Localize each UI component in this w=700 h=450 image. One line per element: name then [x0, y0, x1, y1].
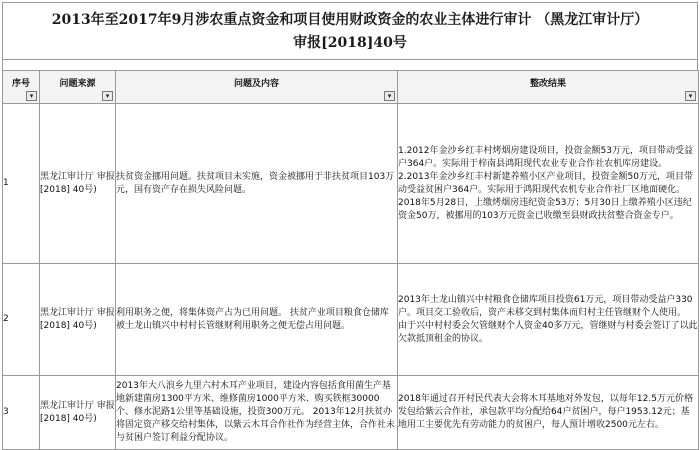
seq-cell[interactable]: 2	[3, 264, 40, 376]
source-cell[interactable]: 黑龙江审计厅 审报[2018] 40号)	[40, 104, 116, 264]
col-header-seq	[3, 71, 40, 104]
seq-cell[interactable]: 3	[3, 376, 40, 450]
result-cell[interactable]: 1.2012年金沙乡红丰村烤烟房建设项目，投资金额53万元，项目带动受益户364户。实际用于梓南县鸿阳现代农业专业合作社农机库房建设。 2.2013年金沙乡红丰村新建养殖小区产业项目，投资金额50万元，项目带动受益贫困户364户。实际用于鸿阳现代农机专业合作社厂区地面硬化。 2018年5月28日，上缴烤烟房违纪资金53万；5月30日上缴养殖小区违纪资金50万，被挪用的103万元资金已收缴至县财政扶贫整合资金专户。	[398, 104, 699, 264]
filter-dropdown-icon[interactable]: ▾	[102, 91, 113, 101]
col-header-label: 整改结果	[529, 78, 566, 89]
spacer-row	[2, 60, 698, 70]
col-header-result	[398, 71, 699, 104]
issue-cell[interactable]: 利用职务之便，将集体资产占为已用问题。 扶贫产业项目粮食仓储库被土龙山镇兴中村村长管继财利用职务之便无偿占用问题。	[116, 264, 398, 376]
filter-dropdown-icon[interactable]: ▾	[26, 91, 37, 101]
source-cell[interactable]: 黑龙江审计厅 审报[2018] 40号)	[40, 376, 116, 450]
issue-cell[interactable]: 2013年大八浪乡九里六村木耳产业项目，建设内容包括食用菌生产基地新建菌房1300平方米、维修菌房1000平方米、购买铁框30000个、修水泥路1公里等基础设施，投资300万元。 2013年12月扶贫办将固定资产移交给村集体，以紫云木耳合作社作为经营主体，合作社未与贫困户签订利益分配协议。	[116, 376, 398, 450]
source-cell[interactable]: 黑龙江审计厅 审报[2018] 40号)	[40, 264, 116, 376]
filter-dropdown-icon[interactable]: ▾	[384, 91, 395, 101]
col-header-source	[40, 71, 116, 104]
col-header-label: 问题及内容	[233, 78, 279, 89]
result-cell[interactable]: 2018年通过召开村民代表大会将木耳基地对外发包，以每年12.5万元价格发包给紫云合作社，承包款平均分配给64户贫困户，每户1953.12元；基地用工主要优先有劳动能力的贫困户，每人预计增收2500元左右。	[398, 376, 699, 450]
issue-cell[interactable]: 扶贫资金挪用问题。扶贫项目未实施，资金被挪用于非扶贫项目103万元，国有资产存在损失风险问题。	[116, 104, 398, 264]
report-number: 审报[2018]40号	[293, 35, 407, 51]
seq-cell[interactable]: 1	[3, 104, 40, 264]
table-row	[3, 104, 699, 264]
table-row	[3, 376, 699, 450]
col-header-label: 问题来源	[59, 78, 96, 89]
col-header-issue	[116, 71, 398, 104]
filter-dropdown-icon[interactable]: ▾	[685, 91, 696, 101]
report-title-box	[2, 2, 698, 60]
col-header-label: 序号	[11, 78, 30, 89]
report-title: 2013年至2017年9月涉农重点资金和项目使用财政资金的农业主体进行审计 （黑龙江审计厅）	[51, 12, 649, 28]
table-row	[3, 264, 699, 376]
header-row	[3, 71, 699, 104]
audit-table	[2, 70, 699, 450]
result-cell[interactable]: 2013年土龙山镇兴中村粮食仓储库项目投资61万元，项目带动受益户330户。项目交工验收后，资产未移交到村集体而归村主任管继财个人使用。 由于兴中村村委会欠管继财个人资金40多万元，管继财与村委会签订了以此欠款抵顶租金的协议。	[398, 264, 699, 376]
